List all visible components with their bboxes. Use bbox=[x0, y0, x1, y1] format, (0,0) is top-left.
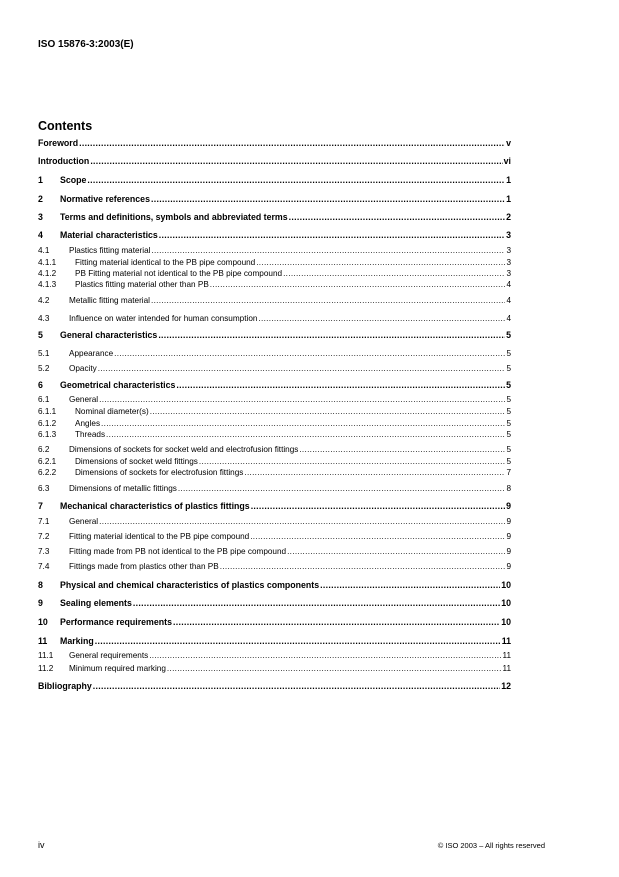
toc-entry-page: 1 bbox=[506, 194, 511, 204]
toc-dot-leader bbox=[150, 406, 506, 417]
toc-dot-leader bbox=[95, 636, 501, 647]
toc-entry-number: 6.2.2 bbox=[38, 468, 57, 477]
toc-entry[interactable] bbox=[38, 363, 511, 374]
toc-entry-number: 11 bbox=[38, 636, 48, 646]
toc-entry-number: 4.2 bbox=[38, 296, 50, 305]
toc-entry-number: 6 bbox=[38, 380, 43, 390]
toc-dot-leader bbox=[287, 546, 505, 557]
toc-entry[interactable] bbox=[38, 212, 511, 223]
toc-dot-leader bbox=[99, 516, 505, 527]
toc-entry-page: 5 bbox=[506, 457, 511, 466]
toc-dot-leader bbox=[299, 444, 505, 455]
toc-entry[interactable] bbox=[38, 348, 511, 359]
toc-dot-leader bbox=[251, 501, 505, 512]
toc-entry-number: 5 bbox=[38, 330, 43, 340]
toc-entry-title: Geometrical characteristics bbox=[60, 380, 176, 390]
toc-entry-page: 10 bbox=[501, 617, 511, 627]
toc-entry[interactable] bbox=[38, 516, 511, 527]
page-number: iv bbox=[38, 840, 45, 850]
toc-entry-page: 11 bbox=[502, 651, 511, 660]
toc-entry-page: 3 bbox=[506, 230, 511, 240]
toc-entry[interactable] bbox=[38, 429, 511, 440]
toc-entry-number: 8 bbox=[38, 580, 43, 590]
toc-entry-number: 7 bbox=[38, 501, 43, 511]
toc-entry[interactable] bbox=[38, 313, 511, 324]
toc-entry[interactable] bbox=[38, 501, 511, 512]
toc-entry-page: 10 bbox=[501, 598, 511, 608]
toc-entry-number: 9 bbox=[38, 598, 43, 608]
toc-entry[interactable] bbox=[38, 279, 511, 290]
toc-dot-leader bbox=[289, 212, 505, 223]
toc-entry[interactable] bbox=[38, 156, 511, 167]
toc-entry-number: 3 bbox=[38, 212, 43, 222]
toc-entry-title: Sealing elements bbox=[60, 598, 132, 608]
toc-entry-page: 3 bbox=[506, 269, 511, 278]
toc-entry-number: 11.2 bbox=[38, 664, 54, 673]
toc-entry-number: 4.1.3 bbox=[38, 280, 57, 289]
toc-entry[interactable] bbox=[38, 681, 511, 692]
toc-entry-title: General characteristics bbox=[60, 330, 158, 340]
toc-entry-page: 4 bbox=[506, 314, 511, 323]
toc-entry-page: 5 bbox=[506, 445, 511, 454]
toc-entry-page: 3 bbox=[506, 258, 511, 267]
toc-entry-number: 6.1.2 bbox=[38, 419, 57, 428]
toc-entry-title: Dimensions of metallic fittings bbox=[69, 484, 177, 493]
toc-entry-title: General bbox=[69, 395, 99, 404]
toc-entry-title: Fitting material identical to the PB pipe compound bbox=[69, 532, 250, 541]
toc-entry-title: Terms and definitions, symbols and abbreviated terms bbox=[60, 212, 288, 222]
toc-dot-leader bbox=[149, 650, 501, 661]
toc-entry-number: 7.1 bbox=[38, 517, 50, 526]
toc-entry-number: 5.1 bbox=[38, 349, 50, 358]
toc-dot-leader bbox=[176, 380, 505, 391]
copyright-notice: © ISO 2003 – All rights reserved bbox=[437, 841, 545, 850]
toc-entry[interactable] bbox=[38, 138, 511, 149]
toc-dot-leader bbox=[258, 313, 505, 324]
toc-entry[interactable] bbox=[38, 230, 511, 241]
toc-entry-title: Opacity bbox=[69, 364, 97, 373]
toc-entry-page: vi bbox=[503, 156, 511, 166]
toc-entry-number: 6.1 bbox=[38, 395, 50, 404]
toc-dot-leader bbox=[283, 268, 505, 279]
toc-dot-leader bbox=[167, 663, 502, 674]
toc-dot-leader bbox=[158, 330, 505, 341]
toc-entry-title: Minimum required marking bbox=[69, 664, 166, 673]
toc-dot-leader bbox=[173, 617, 500, 628]
toc-entry-title: Normative references bbox=[60, 194, 150, 204]
toc-dot-leader bbox=[151, 295, 505, 306]
toc-dot-leader bbox=[90, 156, 502, 167]
toc-dot-leader bbox=[114, 348, 505, 359]
toc-entry[interactable] bbox=[38, 394, 511, 405]
toc-entry-page: 5 bbox=[506, 407, 511, 416]
toc-entry[interactable] bbox=[38, 636, 511, 647]
toc-entry-page: 5 bbox=[506, 349, 511, 358]
toc-entry-number: 4.1.1 bbox=[38, 258, 57, 267]
toc-entry-page: v bbox=[506, 138, 511, 148]
toc-entry[interactable] bbox=[38, 483, 511, 494]
toc-entry[interactable] bbox=[38, 295, 511, 306]
toc-entry-number: 5.2 bbox=[38, 364, 50, 373]
toc-dot-leader bbox=[159, 230, 505, 241]
toc-entry[interactable] bbox=[38, 580, 511, 591]
toc-entry[interactable] bbox=[38, 561, 511, 572]
toc-entry-page: 4 bbox=[506, 296, 511, 305]
toc-entry[interactable] bbox=[38, 444, 511, 455]
toc-entry-title: Bibliography bbox=[38, 681, 92, 691]
toc-entry[interactable] bbox=[38, 330, 511, 341]
toc-entry-number: 6.2.1 bbox=[38, 457, 57, 466]
toc-dot-leader bbox=[101, 418, 505, 429]
toc-entry-title: Nominal diameter(s) bbox=[75, 407, 149, 416]
toc-entry-title: PB Fitting material not identical to the PB pipe compound bbox=[75, 269, 283, 278]
toc-entry[interactable] bbox=[38, 194, 511, 205]
toc-dot-leader bbox=[178, 483, 506, 494]
toc-entry-title: Threads bbox=[75, 430, 106, 439]
toc-dot-leader bbox=[256, 257, 505, 268]
toc-entry[interactable] bbox=[38, 617, 511, 628]
toc-dot-leader bbox=[99, 394, 505, 405]
toc-entry[interactable] bbox=[38, 245, 511, 256]
toc-entry[interactable] bbox=[38, 467, 511, 478]
toc-entry-number: 4.1.2 bbox=[38, 269, 57, 278]
toc-entry-title: Influence on water intended for human consumption bbox=[69, 314, 258, 323]
toc-dot-leader bbox=[320, 580, 500, 591]
toc-entry-page: 3 bbox=[506, 246, 511, 255]
toc-entry-number: 4.3 bbox=[38, 314, 50, 323]
toc-entry-title: General bbox=[69, 517, 99, 526]
toc-entry-number: 11.1 bbox=[38, 651, 54, 660]
toc-entry-number: 6.3 bbox=[38, 484, 50, 493]
contents-heading: Contents bbox=[38, 119, 93, 133]
toc-entry[interactable] bbox=[38, 456, 511, 467]
toc-entry[interactable] bbox=[38, 663, 511, 674]
toc-entry-page: 9 bbox=[506, 517, 511, 526]
toc-entry-number: 4 bbox=[38, 230, 43, 240]
toc-entry-title: Appearance bbox=[69, 349, 114, 358]
toc-entry-page: 11 bbox=[501, 636, 511, 646]
toc-entry-title: Foreword bbox=[38, 138, 79, 148]
toc-entry[interactable] bbox=[38, 175, 511, 186]
toc-entry-title: Fittings made from plastics other than PB bbox=[69, 562, 219, 571]
toc-entry-title: Introduction bbox=[38, 156, 90, 166]
toc-entry-page: 5 bbox=[506, 380, 511, 390]
toc-entry-number: 6.2 bbox=[38, 445, 50, 454]
toc-dot-leader bbox=[106, 429, 505, 440]
toc-dot-leader bbox=[250, 531, 505, 542]
toc-entry-page: 11 bbox=[502, 664, 511, 673]
toc-entry-number: 2 bbox=[38, 194, 43, 204]
toc-entry[interactable] bbox=[38, 257, 511, 268]
toc-entry[interactable] bbox=[38, 418, 511, 429]
toc-entry-page: 9 bbox=[506, 532, 511, 541]
toc-entry-page: 8 bbox=[506, 484, 511, 493]
toc-entry-page: 5 bbox=[506, 430, 511, 439]
toc-entry-page: 9 bbox=[506, 501, 511, 511]
toc-dot-leader bbox=[244, 467, 505, 478]
toc-entry-page: 1 bbox=[506, 175, 511, 185]
toc-entry-title: Physical and chemical characteristics of plastics components bbox=[60, 580, 320, 590]
toc-entry[interactable] bbox=[38, 380, 511, 391]
toc-dot-leader bbox=[151, 245, 505, 256]
toc-entry[interactable] bbox=[38, 531, 511, 542]
toc-entry-title: Dimensions of socket weld fittings bbox=[75, 457, 198, 466]
toc-dot-leader bbox=[79, 138, 505, 149]
toc-entry-number: 10 bbox=[38, 617, 48, 627]
toc-dot-leader bbox=[151, 194, 505, 205]
toc-entry[interactable] bbox=[38, 650, 511, 661]
toc-entry-page: 9 bbox=[506, 562, 511, 571]
toc-entry-title: Angles bbox=[75, 419, 101, 428]
document-id: ISO 15876-3:2003(E) bbox=[38, 39, 134, 50]
toc-entry-title: Metallic fitting material bbox=[69, 296, 150, 305]
toc-entry-title: Plastics fitting material bbox=[69, 246, 151, 255]
toc-entry-title: Plastics fitting material other than PB bbox=[75, 280, 209, 289]
toc-dot-leader bbox=[210, 279, 506, 290]
toc-entry-title: Marking bbox=[60, 636, 94, 646]
toc-entry-title: General requirements bbox=[69, 651, 149, 660]
toc-dot-leader bbox=[98, 363, 506, 374]
toc-entry-page: 5 bbox=[506, 419, 511, 428]
toc-entry[interactable] bbox=[38, 268, 511, 279]
toc-entry-page: 10 bbox=[501, 580, 511, 590]
toc-dot-leader bbox=[87, 175, 505, 186]
toc-entry-title: Dimensions of sockets for electrofusion fittings bbox=[75, 468, 244, 477]
toc-entry-title: Performance requirements bbox=[60, 617, 172, 627]
toc-entry-page: 2 bbox=[506, 212, 511, 222]
toc-entry-page: 7 bbox=[506, 468, 511, 477]
toc-entry[interactable] bbox=[38, 546, 511, 557]
toc-dot-leader bbox=[199, 456, 506, 467]
toc-entry-page: 5 bbox=[506, 364, 511, 373]
toc-entry-title: Mechanical characteristics of plastics fittings bbox=[60, 501, 250, 511]
toc-entry-title: Dimensions of sockets for socket weld and electrofusion fittings bbox=[69, 445, 299, 454]
toc-entry-number: 6.1.3 bbox=[38, 430, 57, 439]
toc-dot-leader bbox=[133, 598, 500, 609]
toc-entry-page: 5 bbox=[506, 395, 511, 404]
toc-entry[interactable] bbox=[38, 598, 511, 609]
toc-entry-number: 7.3 bbox=[38, 547, 50, 556]
toc-entry[interactable] bbox=[38, 406, 511, 417]
toc-entry-number: 7.4 bbox=[38, 562, 50, 571]
toc-entry-title: Fitting material identical to the PB pipe compound bbox=[75, 258, 256, 267]
toc-dot-leader bbox=[220, 561, 506, 572]
toc-entry-page: 12 bbox=[501, 681, 511, 691]
toc-entry-title: Scope bbox=[60, 175, 87, 185]
toc-entry-page: 4 bbox=[506, 280, 511, 289]
toc-entry-number: 6.1.1 bbox=[38, 407, 57, 416]
toc-entry-title: Fitting made from PB not identical to the PB pipe compound bbox=[69, 547, 287, 556]
toc-entry-number: 7.2 bbox=[38, 532, 50, 541]
toc-entry-number: 4.1 bbox=[38, 246, 50, 255]
toc-entry-number: 1 bbox=[38, 175, 43, 185]
toc-dot-leader bbox=[93, 681, 500, 692]
toc-entry-title: Material characteristics bbox=[60, 230, 158, 240]
toc-entry-page: 9 bbox=[506, 547, 511, 556]
toc-entry-page: 5 bbox=[506, 330, 511, 340]
